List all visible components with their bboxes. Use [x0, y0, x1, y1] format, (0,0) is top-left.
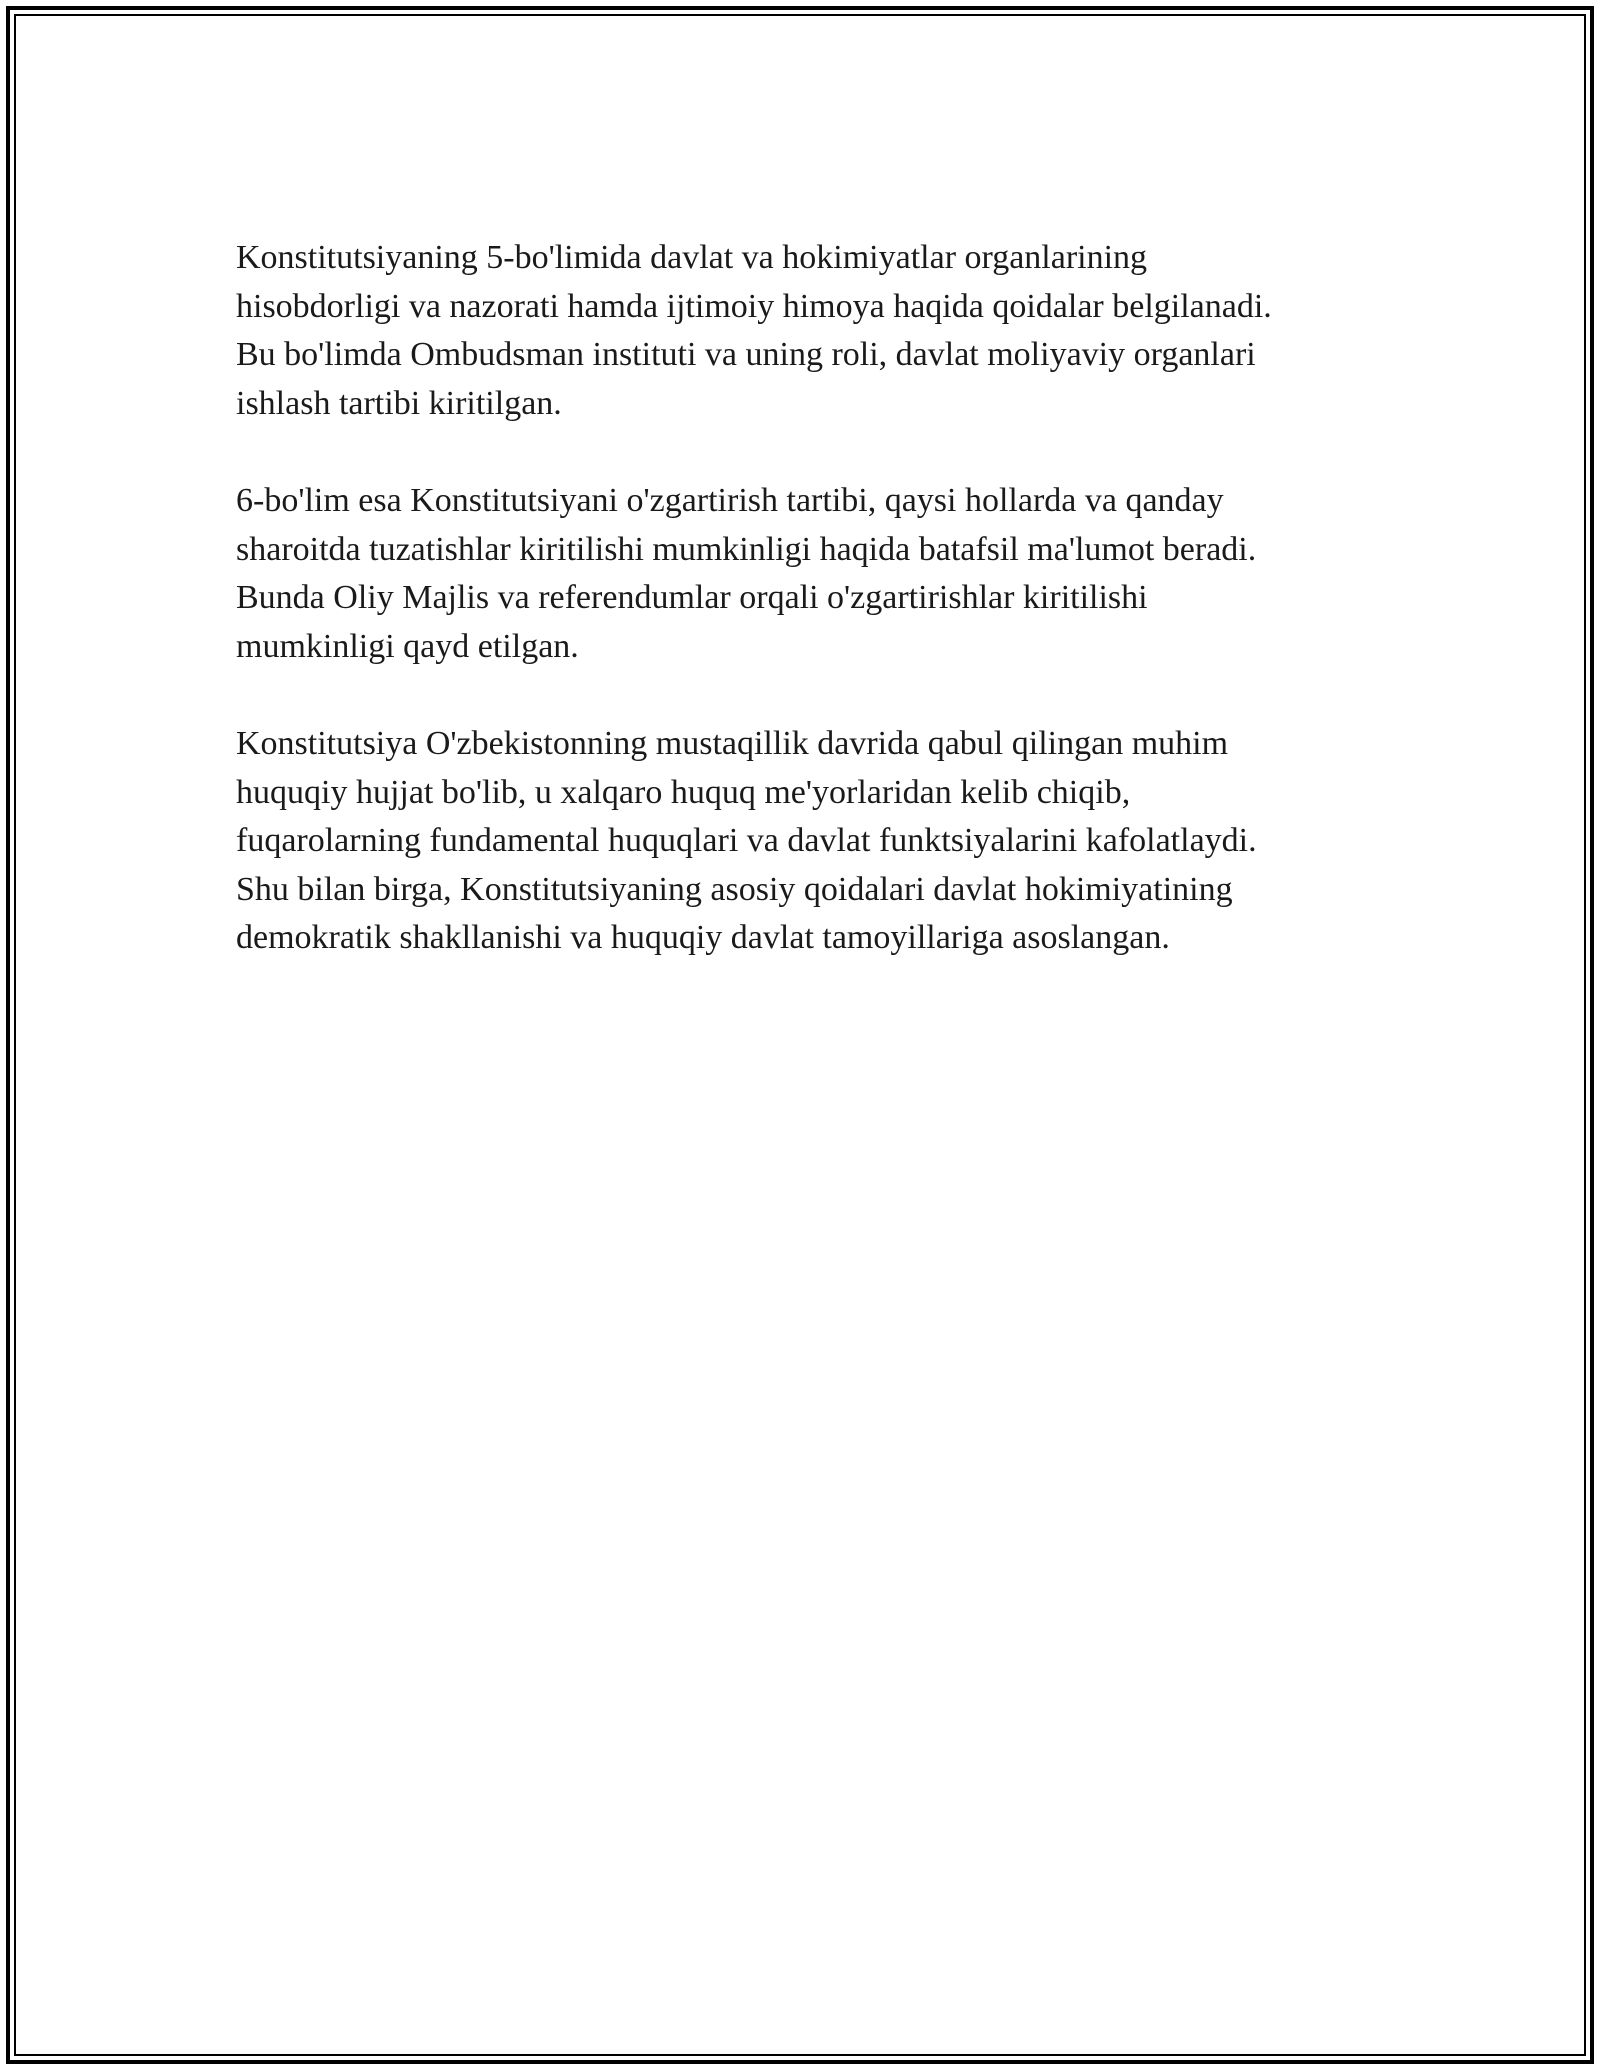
document-body [236, 234, 1366, 1012]
paragraph-3 [236, 720, 1366, 963]
paragraph-line: 6-bo'lim esa Konstitutsiyani o'zgartirish tartibi, qaysi hollarda va qanday [236, 482, 1224, 519]
paragraph-line: ishlash tartibi kiritilgan. [236, 384, 562, 422]
paragraph-line: fuqarolarning fundamental huquqlari va davlat funktsiyalarini kafolatlaydi. [236, 822, 1257, 859]
paragraph-line: Shu bilan birga, Konstitutsiyaning asosiy qoidalari davlat hokimiyatining [236, 870, 1233, 908]
paragraph-line: hisobdorligi va nazorati hamda ijtimoiy himoya haqida qoidalar belgilanadi. [236, 287, 1272, 325]
paragraph-line: Konstitutsiya O'zbekistonning mustaqillik davrida qabul qilingan muhim [236, 725, 1229, 762]
paragraph-line: huquqiy hujjat bo'lib, u xalqaro huquq me'yorlaridan kelib chiqib, [236, 773, 1131, 811]
paragraph-line: demokratik shakllanishi va huquqiy davlat tamoyillariga asoslangan. [236, 919, 1170, 956]
paragraph-line: Bu bo'limda Ombudsman instituti va uning roli, davlat moliyaviy organlari [236, 336, 1256, 373]
paragraph-2 [236, 477, 1366, 671]
paragraph-line: Konstitutsiyaning 5-bo'limida davlat va hokimiyatlar organlarining [236, 239, 1148, 276]
paragraph-line: sharoitda tuzatishlar kiritilishi mumkinligi haqida batafsil ma'lumot beradi. [236, 530, 1257, 568]
paragraph-line: mumkinligi qayd etilgan. [236, 627, 579, 665]
paragraph-line: Bunda Oliy Majlis va referendumlar orqali o'zgartirishlar kiritilishi [236, 579, 1148, 616]
paragraph-1 [236, 234, 1366, 428]
